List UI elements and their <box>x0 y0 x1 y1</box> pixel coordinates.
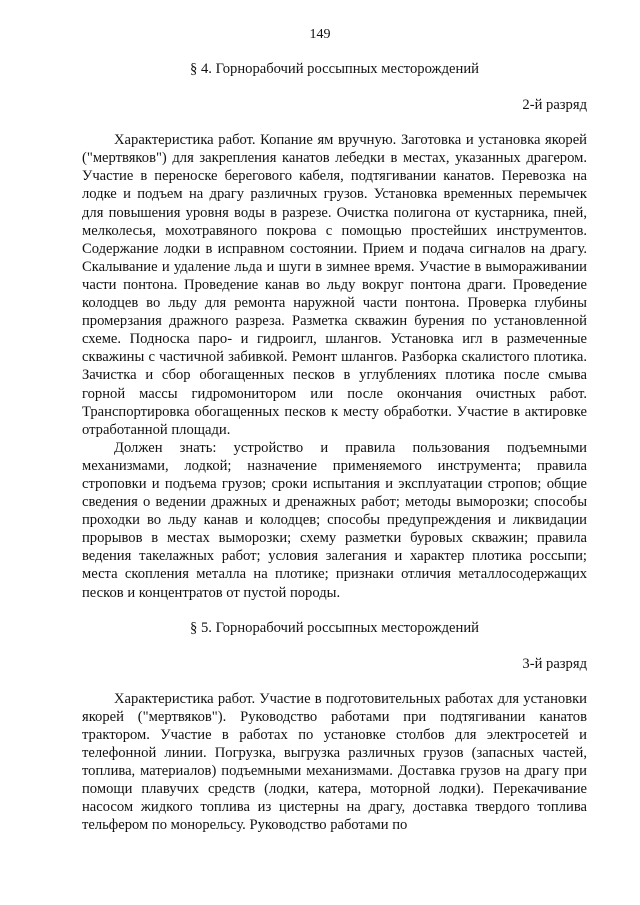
grade-label-2: 2-й разряд <box>522 97 587 114</box>
must-know-paragraph: Должен знать: устройство и правила пользования подъемными механизмами, лодкой; назначение применяемого инструмента; правила строповки и подъема грузов; сроки испытания и эксплуатации стропов; общие сведения о ведении дражных и дренажных работ; методы выморозки; способы проходки во льду канав и колодцев; способы предупреждения и ликвидации прорывов в местах выморозки; схему разметки буровых скважин; правила ведения такелажных работ; условия залегания и характер плотика россыпи; места скопления металла на плотике; признаки отличия металлосодержащих песков и концентратов от пустой породы. <box>82 439 587 601</box>
page-content <box>82 57 587 835</box>
work-characteristic-paragraph: Характеристика работ. Участие в подготовительных работах для установки якорей ("мертвяков"). Руководство работами при подтягивании канатов трактором. Участие в работах по установке столбов для электросетей и телефонной линии. Погрузка, выгрузка различных грузов (запасных частей, топлива, материалов) подъемными механизмами. Доставка грузов на драгу при помощи плавучих средств (лодки, катера, моторной лодки). Перекачивание насосом жидкого топлива из цистерны на драгу, доставка твердого топлива тельфером по монорельсу. Руководство работами по <box>82 690 587 834</box>
page-number: 149 <box>309 27 331 42</box>
work-characteristic-paragraph: Характеристика работ. Копание ям вручную. Заготовка и установка якорей ("мертвяков") для закрепления канатов лебедки в местах, указанных драгером. Участие в переноске берегового кабеля, подтягивании канатов. Перевозка на лодке и подъем на драгу различных грузов. Установка временных перемычек для повышения уровня воды в разрезе. Очистка полигона от кустарника, пней, мелколесья, мохотравяного покрова с помощью простейших инструментов. Содержание лодки в исправном состоянии. Прием и подача сигналов на драгу. Скалывание и удаление льда и шуги в зимнее время. Участие в вымораживании части понтона. Проведение канав во льду вокруг понтона драги. Проведение колодцев во льду для ремонта наружной части понтона. Проверка глубины промерзания дражного разреза. Разметка скважин бурения по установленной схеме. Подноска паро- и гидроигл, шлангов. Установка игл в размеченные скважины с частичной забивкой. Ремонт шлангов. Разборка скалистого плотика. Зачистка и сбор обогащенных песков в углублениях плотика после смыва горной массы гидромонитором или после окончания очистных работ. Транспортировка обогащенных песков к месту обработки. Участие в актировке отработанной площади. <box>82 132 587 438</box>
grade-label-3: 3-й разряд <box>522 655 587 672</box>
section-heading-5: § 5. Горнорабочий россыпных месторождений <box>190 619 479 636</box>
section-heading-4: § 4. Горнорабочий россыпных месторождений <box>190 61 479 77</box>
